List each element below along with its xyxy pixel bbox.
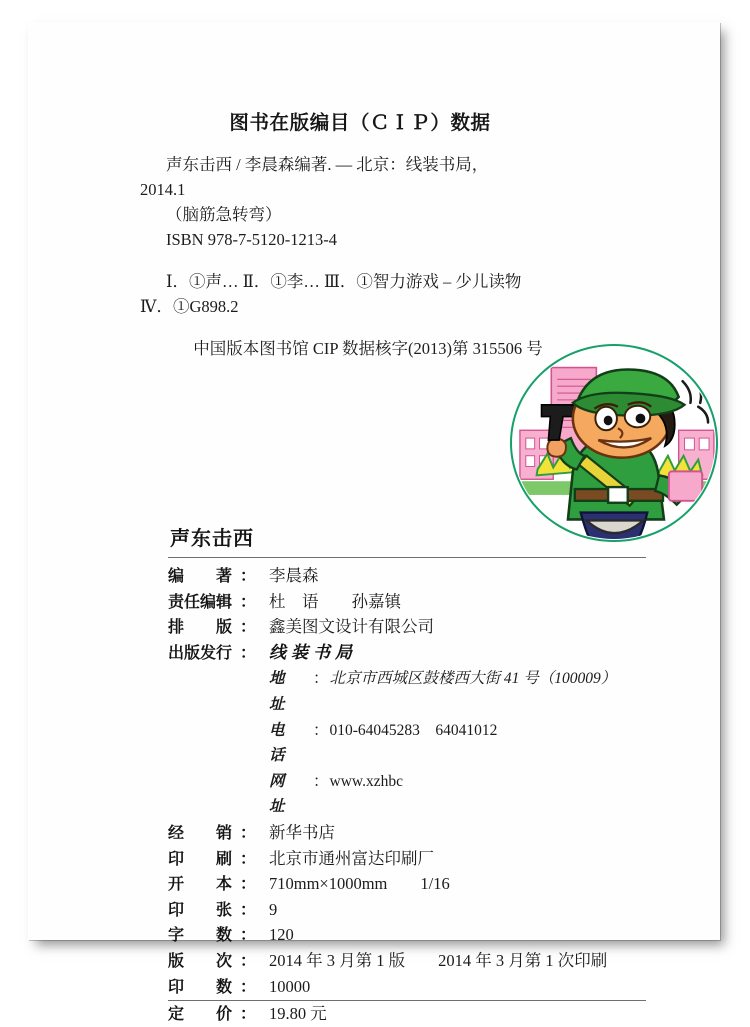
- colon: ：: [239, 899, 256, 919]
- publisher-logotype: 线装书局: [269, 642, 357, 663]
- colon: ：: [239, 848, 256, 868]
- row-publisher: [168, 640, 646, 667]
- row-printer-label-text: 印 刷: [168, 848, 233, 868]
- colon: ：: [313, 772, 329, 790]
- cip-classification-line-1: Ⅰ．①声… Ⅱ．①李… Ⅲ．①智力游戏 – 少儿读物: [166, 272, 522, 291]
- cip-classification-line-2: Ⅳ．①G898.2: [140, 297, 239, 316]
- subrow-website: [168, 769, 646, 820]
- row-distribution-value: 新华书店: [269, 822, 335, 842]
- cip-block: [140, 107, 610, 361]
- row-distribution: [168, 820, 646, 846]
- row-distribution-label: [168, 820, 256, 846]
- subrow-website-value: www.xzhbc: [329, 772, 403, 790]
- colon: ：: [239, 642, 256, 662]
- cip-spacer: [140, 252, 610, 269]
- cip-line-1: 声东击西 / 李晨森编著. — 北京：线装书局，: [166, 155, 489, 174]
- row-typesetting-value: 鑫美图文设计有限公司: [269, 617, 434, 637]
- row-edition-value: 2014 年 3 月第 1 版 2014 年 3 月第 1 次印刷: [269, 950, 608, 970]
- colon: ：: [239, 925, 256, 945]
- row-sheets-label-text: 印 张: [168, 899, 233, 919]
- row-printrun-label: [168, 974, 256, 1000]
- subrow-address: [168, 666, 646, 717]
- row-printrun-label-text: 印 数: [168, 976, 233, 996]
- row-editor: [168, 589, 646, 615]
- row-editor-label: [168, 589, 256, 615]
- row-printer-value: 北京市通州富达印刷厂: [269, 848, 434, 868]
- colon: ：: [239, 874, 256, 894]
- colophon-rows: [168, 563, 646, 999]
- row-author: [168, 563, 646, 589]
- row-printer-label: [168, 846, 256, 872]
- row-typesetting-label: [168, 614, 256, 640]
- row-format-label: [168, 871, 256, 897]
- colon: ：: [239, 617, 256, 637]
- row-author-value: 李晨森: [269, 566, 319, 585]
- colon: ：: [239, 1004, 256, 1024]
- row-distribution-label-text: 经 销: [168, 822, 233, 842]
- row-price-label-text: 定 价: [168, 1004, 233, 1024]
- colophon-block: [168, 522, 646, 1027]
- colon: ：: [239, 591, 256, 611]
- row-printer: [168, 846, 646, 872]
- colon: ：: [313, 721, 329, 739]
- cip-heading: 图书在版编目（ＣＩＰ）数据: [229, 111, 491, 134]
- subrow-address-label: 地 址: [269, 670, 301, 713]
- scanned-page: [28, 22, 720, 1024]
- colophon-top-rule: [168, 557, 646, 558]
- row-wordcount-label-text: 字 数: [168, 925, 233, 945]
- cartoon-soldier-illustration: [510, 344, 718, 542]
- row-sheets-label: [168, 897, 256, 923]
- subrow-phone-value: 010-64045283 64041012: [329, 721, 498, 739]
- colon: ：: [313, 670, 329, 688]
- row-typesetting: [168, 614, 646, 640]
- subrow-phone-label: 电 话: [269, 721, 301, 765]
- cip-isbn: ISBN 978-7-5120-1213-4: [166, 230, 337, 249]
- cip-line-2: 2014.1: [140, 180, 186, 199]
- row-typesetting-label-text: 排 版: [168, 617, 233, 637]
- row-sheets: [168, 897, 646, 923]
- row-edition-label-text: 版 次: [168, 950, 233, 970]
- row-price-label: [168, 1001, 256, 1027]
- row-editor-label-text: 责任编辑: [168, 591, 233, 611]
- cip-verification-number: 中国版本图书馆 CIP 数据核字(2013)第 315506 号: [193, 339, 543, 358]
- row-publisher-label: [168, 640, 256, 666]
- row-wordcount-label: [168, 922, 256, 948]
- row-price: [168, 1001, 646, 1027]
- subrow-address-value: 北京市西城区鼓楼西大街 41 号（100009）: [329, 670, 617, 688]
- row-format-value: 710mm×1000mm 1/16: [269, 874, 450, 894]
- row-printrun: [168, 974, 646, 1000]
- subrow-website-label: 网 址: [269, 772, 301, 816]
- row-price-value: 19.80 元: [269, 1004, 327, 1024]
- row-format: [168, 871, 646, 897]
- row-wordcount-value: 120: [269, 925, 294, 945]
- row-author-label: [168, 563, 256, 589]
- row-editor-value: 杜 语 孙嘉镇: [269, 591, 401, 611]
- subrow-phone: [168, 718, 646, 769]
- row-printrun-value: 10000: [269, 976, 311, 996]
- book-title: 声东击西: [170, 526, 254, 550]
- colon: ：: [239, 822, 256, 842]
- row-publisher-label-text: 出版发行: [168, 642, 233, 662]
- illustration-artwork: [512, 346, 716, 540]
- cip-line-3: （脑筋急转弯）: [166, 205, 282, 224]
- colon: ：: [239, 976, 256, 996]
- colon: ：: [239, 566, 256, 585]
- row-format-label-text: 开 本: [168, 874, 233, 894]
- row-sheets-value: 9: [269, 899, 278, 919]
- colon: ：: [239, 950, 256, 970]
- row-wordcount: [168, 922, 646, 948]
- row-author-label-text: 编 著: [168, 566, 233, 585]
